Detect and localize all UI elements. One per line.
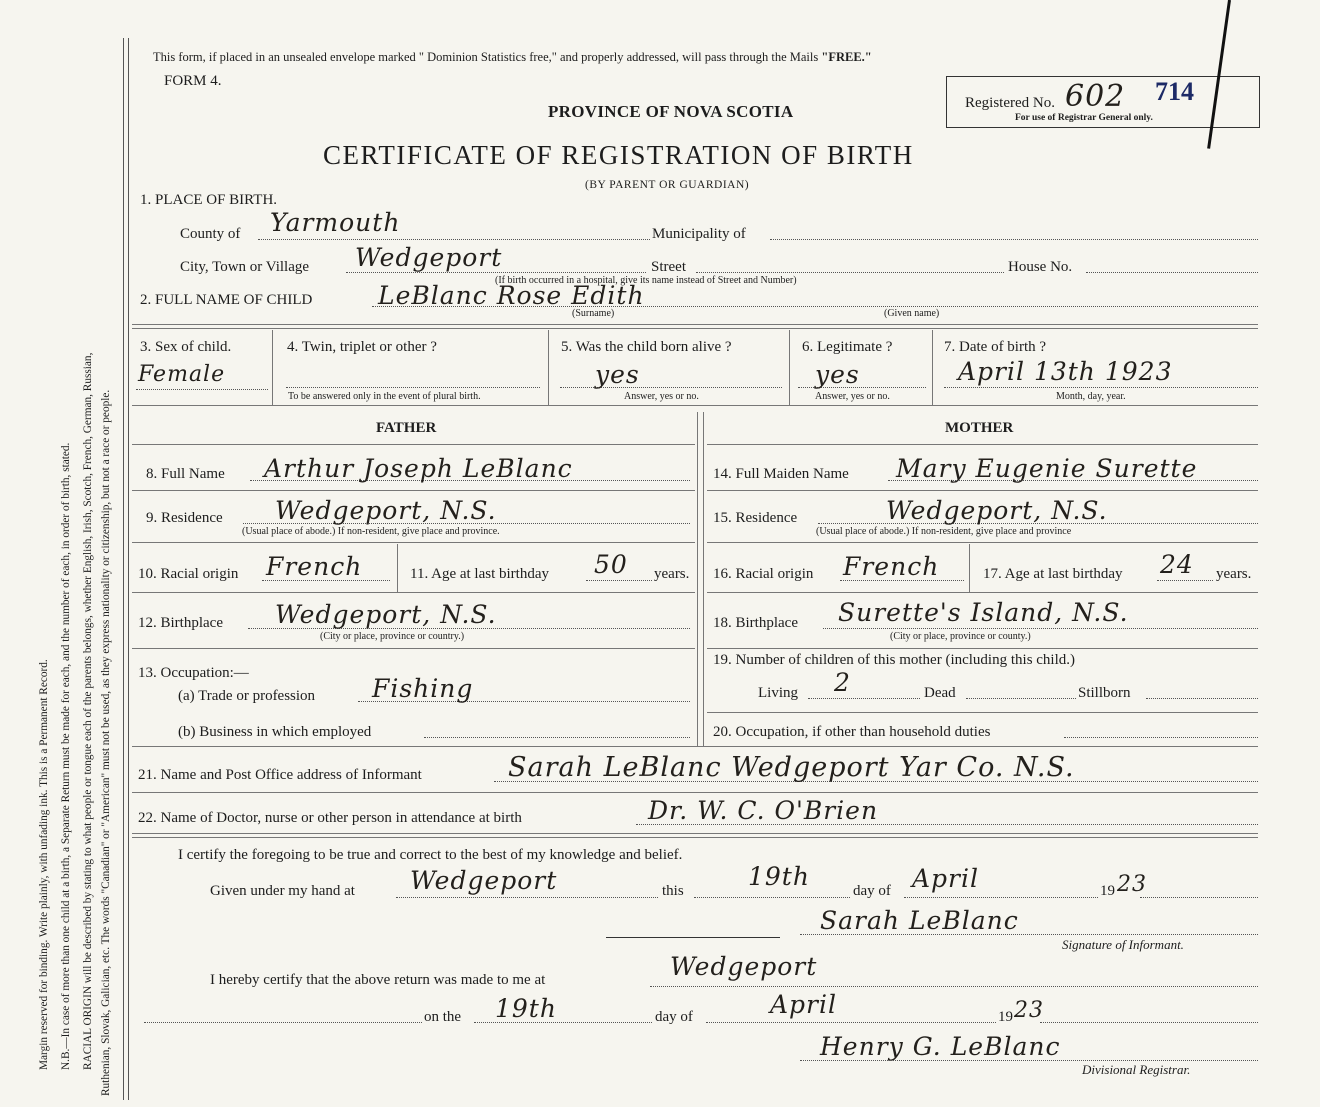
divider xyxy=(932,330,933,405)
doctor-label: 22. Name of Doctor, nurse or other person in attendance at birth xyxy=(138,810,522,826)
page-subtitle: (BY PARENT OR GUARDIAN) xyxy=(585,179,750,191)
twin-note: To be answered only in the event of plural birth. xyxy=(288,391,481,402)
father-residence-note: (Usual place of abode.) If non-resident, give place and province. xyxy=(242,526,500,537)
alive-value: yes xyxy=(595,360,640,389)
form-number: FORM 4. xyxy=(164,73,222,89)
twin-line xyxy=(286,387,540,388)
reg-month-value: April xyxy=(770,990,837,1019)
father-name-label: 8. Full Name xyxy=(146,466,225,482)
divider xyxy=(789,330,790,405)
rule xyxy=(132,648,695,649)
mother-years: years. xyxy=(1216,566,1252,582)
margin-note-3: RACIAL ORIGIN will be described by stating to what people or tongue each of the parents belongs, whether English, Irish, Scotch, French, German, Russian, xyxy=(82,352,94,1070)
registrar-label: Divisional Registrar. xyxy=(1082,1062,1191,1077)
stillborn-line xyxy=(1146,698,1258,699)
father-heading: FATHER xyxy=(376,420,437,436)
rule xyxy=(132,592,695,593)
divider xyxy=(272,330,273,405)
stillborn-label: Stillborn xyxy=(1078,685,1131,701)
father-birthplace-label: 12. Birthplace xyxy=(138,615,223,631)
doctor-value: Dr. W. C. O'Brien xyxy=(648,796,879,825)
trade-value: Fishing xyxy=(372,674,474,703)
children-label: 19. Number of children of this mother (including this child.) xyxy=(713,652,1076,668)
year-suffix: 23 xyxy=(1117,872,1147,897)
given-place-line xyxy=(396,897,658,898)
county-value: Yarmouth xyxy=(270,208,401,237)
mother-birthplace-note: (City or place, province or county.) xyxy=(890,631,1031,642)
margin-rule-2 xyxy=(128,38,129,1100)
registrar-signature: Henry G. LeBlanc xyxy=(820,1032,1061,1061)
legitimate-note: Answer, yes or no. xyxy=(815,391,890,402)
place-of-birth-heading: 1. PLACE OF BIRTH. xyxy=(140,192,278,208)
reg-year-line xyxy=(1040,1022,1258,1023)
mother-name-label: 14. Full Maiden Name xyxy=(713,466,849,482)
rule xyxy=(707,648,1258,649)
dead-line xyxy=(966,698,1076,699)
dead-label: Dead xyxy=(924,685,956,701)
alive-label: 5. Was the child born alive ? xyxy=(561,339,732,355)
informant-value: Sarah LeBlanc Wedgeport Yar Co. N.S. xyxy=(508,752,1075,783)
reg-day-of-label: day of xyxy=(655,1009,693,1025)
father-racial-label: 10. Racial origin xyxy=(138,566,239,582)
rule xyxy=(132,405,1258,406)
rule xyxy=(132,444,695,445)
rule xyxy=(132,833,1258,834)
county-label: County of xyxy=(180,226,241,242)
given-label: Given under my hand at xyxy=(210,883,355,899)
street-label: Street xyxy=(651,259,686,275)
registrar-only-note: For use of Registrar General only. xyxy=(1015,113,1153,123)
mother-residence-note: (Usual place of abode.) If non-resident, give place and province xyxy=(816,526,1072,537)
informant-signature: Sarah LeBlanc xyxy=(820,906,1019,935)
registrar-signature-line xyxy=(800,1060,1258,1061)
rule xyxy=(132,328,1258,329)
mother-occupation-label: 20. Occupation, if other than household duties xyxy=(713,724,991,740)
municipality-line xyxy=(770,239,1258,240)
father-age-line xyxy=(586,580,652,581)
alive-line xyxy=(560,387,782,388)
dob-value: April 13th 1923 xyxy=(958,357,1173,386)
trade-label: (a) Trade or profession xyxy=(178,688,316,704)
on-the-pre-line xyxy=(144,1022,422,1023)
legitimate-value: yes xyxy=(815,360,860,389)
mother-age-value: 24 xyxy=(1160,550,1194,579)
margin-note-4: Ruthenian, Slovak, Galician, etc. The words "Canadian" or "American" must not be used, as they express nationality or citizenship, but not a race or people. xyxy=(100,389,112,1096)
rule xyxy=(132,490,695,491)
rule xyxy=(132,837,1258,838)
given-place-value: Wedgeport xyxy=(410,866,558,895)
legitimate-label: 6. Legitimate ? xyxy=(802,339,893,355)
mother-name-value: Mary Eugenie Surette xyxy=(896,454,1198,483)
given-name-note: (Given name) xyxy=(884,308,940,319)
father-residence-value: Wedgeport, N.S. xyxy=(275,496,497,525)
margin-rule-1 xyxy=(123,38,124,1100)
house-label: House No. xyxy=(1008,259,1073,275)
mother-occupation-line xyxy=(1064,737,1258,738)
father-age-value: 50 xyxy=(594,550,628,579)
month-value: April xyxy=(912,864,979,893)
informant-label: 21. Name and Post Office address of Informant xyxy=(138,767,422,783)
reg-year-suffix: 23 xyxy=(1014,998,1044,1023)
dob-note: Month, day, year. xyxy=(1056,391,1126,402)
reg-year-prefix: 19 xyxy=(998,1009,1013,1025)
registered-label: Registered No. xyxy=(965,95,1055,111)
province-heading: PROVINCE OF NOVA SCOTIA xyxy=(548,102,794,121)
mother-heading: MOTHER xyxy=(945,420,1014,436)
hospital-note: (If birth occurred in a hospital, give its name instead of Street and Number) xyxy=(495,275,797,286)
occupation-label: 13. Occupation:— xyxy=(138,665,249,681)
day-line xyxy=(694,897,850,898)
mail-notice: This form, if placed in an unsealed envelope marked " Dominion Statistics free," and properly addressed, will pass through the Mails "FREE." xyxy=(153,50,872,64)
business-line xyxy=(424,737,690,738)
registrar-text: I hereby certify that the above return was made to me at xyxy=(210,972,546,988)
city-line xyxy=(346,272,646,273)
rule xyxy=(707,490,1258,491)
mother-racial-label: 16. Racial origin xyxy=(713,566,814,582)
short-rule xyxy=(606,937,780,938)
mother-racial-value: French xyxy=(843,552,940,581)
rule xyxy=(132,542,695,543)
rule xyxy=(132,324,1258,325)
mother-birthplace-line xyxy=(823,628,1258,629)
child-name-value: LeBlanc Rose Edith xyxy=(378,281,645,310)
column-divider xyxy=(697,412,698,746)
house-line xyxy=(1086,272,1258,273)
this-label: this xyxy=(662,883,684,899)
divider xyxy=(969,544,970,592)
dob-line xyxy=(944,387,1258,388)
twin-label: 4. Twin, triplet or other ? xyxy=(287,339,437,355)
registrar-place-line xyxy=(650,986,1258,987)
margin-note-1: Margin reserved for binding. Write plainly, with unfading ink. This is a Permanent Record. xyxy=(38,659,50,1070)
registrar-place-value: Wedgeport xyxy=(670,952,818,981)
registered-prefix: 602 xyxy=(1065,79,1126,114)
rule xyxy=(707,444,1258,445)
father-residence-label: 9. Residence xyxy=(146,510,223,526)
municipality-label: Municipality of xyxy=(652,226,746,242)
rule xyxy=(132,746,1258,747)
county-line xyxy=(258,239,650,240)
year-line xyxy=(1140,897,1258,898)
reg-day-value: 19th xyxy=(495,994,557,1023)
rule xyxy=(707,712,1258,713)
rule xyxy=(132,792,1258,793)
living-line xyxy=(808,698,920,699)
day-of-label: day of xyxy=(853,883,891,899)
signature-label: Signature of Informant. xyxy=(1062,937,1184,952)
sex-value: Female xyxy=(138,362,226,387)
divider xyxy=(548,330,549,405)
mother-residence-label: 15. Residence xyxy=(713,510,798,526)
alive-note: Answer, yes or no. xyxy=(624,391,699,402)
city-value: Wedgeport xyxy=(355,243,503,272)
living-value: 2 xyxy=(834,668,851,697)
margin-note-2: N.B.—In case of more than one child at a birth, a Separate Return must be made for each, and the number of each, in order of birth, stated. xyxy=(60,442,72,1070)
father-birthplace-note: (City or place, province or country.) xyxy=(320,631,465,642)
mother-birthplace-value: Surette's Island, N.S. xyxy=(838,598,1129,627)
sex-line xyxy=(136,389,268,390)
surname-note: (Surname) xyxy=(572,308,615,319)
father-racial-value: French xyxy=(266,552,363,581)
month-line xyxy=(904,897,1098,898)
on-the-label: on the xyxy=(424,1009,462,1025)
street-line xyxy=(696,272,1004,273)
year-prefix: 19 xyxy=(1100,883,1115,899)
mother-residence-value: Wedgeport, N.S. xyxy=(886,496,1108,525)
signature-line xyxy=(800,934,1258,935)
rule xyxy=(707,542,1258,543)
day-value: 19th xyxy=(748,862,810,891)
reg-month-line xyxy=(706,1022,996,1023)
father-years: years. xyxy=(654,566,690,582)
column-divider xyxy=(703,412,704,746)
registered-number: 714 xyxy=(1155,77,1194,106)
mother-birthplace-label: 18. Birthplace xyxy=(713,615,798,631)
certify-text: I certify the foregoing to be true and correct to the best of my knowledge and belief. xyxy=(178,847,683,863)
mother-age-label: 17. Age at last birthday xyxy=(983,566,1123,582)
city-label: City, Town or Village xyxy=(180,259,310,275)
rule xyxy=(707,592,1258,593)
mother-age-line xyxy=(1157,580,1213,581)
dob-label: 7. Date of birth ? xyxy=(944,339,1047,355)
page-title: CERTIFICATE OF REGISTRATION OF BIRTH xyxy=(323,140,914,170)
business-label: (b) Business in which employed xyxy=(178,724,372,740)
sex-label: 3. Sex of child. xyxy=(140,339,232,355)
father-birthplace-value: Wedgeport, N.S. xyxy=(275,600,497,629)
living-label: Living xyxy=(758,685,798,701)
divider xyxy=(397,544,398,592)
father-name-value: Arthur Joseph LeBlanc xyxy=(264,454,573,483)
father-age-label: 11. Age at last birthday xyxy=(410,566,549,582)
child-name-label: 2. FULL NAME OF CHILD xyxy=(140,292,313,308)
